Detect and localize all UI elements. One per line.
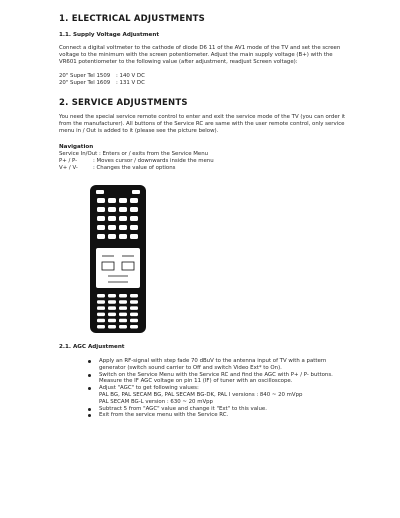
list-item-text: Switch on the Service Menu with the Service RC and find the AGC with P+ / P- buttons. Measure the IF AGC voltage on pin 11 (IF) of tuner with an oscilloscope.: [99, 371, 333, 385]
remote-button: [130, 325, 138, 329]
remote-button: [108, 313, 116, 317]
remote-button: [119, 319, 127, 323]
supply-voltage-row: [59, 80, 145, 87]
remote-button: [119, 306, 127, 310]
remote-button: [119, 234, 127, 239]
remote-button: [97, 225, 105, 230]
remote-button: [119, 198, 127, 203]
service-adjust-paragraph: You need the special service remote control to enter and exit the service mode of the TV (you can order it from the manufacturer). All buttons of the Service RC are same with the user remote control, only service menu in / Out is added to it (please see the picture below).: [59, 114, 346, 134]
remote-button: [108, 216, 116, 221]
remote-button: [108, 325, 116, 329]
remote-button: [130, 225, 138, 230]
remote-button: [119, 207, 127, 212]
remote-button: [119, 325, 127, 329]
list-item: [88, 412, 350, 419]
remote-button: [108, 319, 116, 323]
nav-key: V+ / V-: [59, 165, 78, 171]
remote-button: [130, 306, 138, 310]
remote-button: [108, 198, 116, 203]
navigation-heading: Navigation: [59, 144, 94, 150]
remote-button: [119, 300, 127, 304]
remote-button: [108, 207, 116, 212]
supply-voltage-table: [59, 73, 145, 87]
navigation-row: [59, 158, 214, 165]
remote-button: [108, 225, 116, 230]
section-1-heading: 1. ELECTRICAL ADJUSTMENTS: [59, 14, 205, 24]
remote-button: [119, 313, 127, 317]
navigation-intro: Service In/Out : Enters or / exits from the Service Menu: [59, 151, 209, 157]
remote-button: [97, 306, 105, 310]
navigation-row: [59, 165, 214, 172]
remote-button: [97, 198, 105, 203]
nav-description: : Moves cursor / downwards inside the menu: [93, 158, 214, 164]
remote-button: [130, 300, 138, 304]
list-item: [88, 406, 350, 413]
list-item-subline: PAL BG, PAL SECAM BG, PAL SECAM BG-DK, PAL I versions : 840 ~ 20 mVpp: [99, 391, 303, 398]
remote-button: [97, 234, 105, 239]
remote-button: [130, 313, 138, 317]
list-item-text: Subtract 5 from "AGC" value and change it "Ext" to this value.: [99, 405, 267, 412]
list-item: [88, 372, 350, 386]
list-item: [88, 385, 350, 405]
navigation-table: [59, 158, 214, 172]
bullet-icon: [88, 374, 91, 377]
list-item-subline: PAL SECAM BG-L version : 630 ~ 20 mVpp: [99, 398, 213, 405]
remote-button: [96, 190, 104, 194]
bullet-icon: [88, 414, 91, 417]
list-item-text: Exit from the service menu with the Service RC.: [99, 412, 229, 419]
remote-button: [97, 325, 105, 329]
remote-button: [97, 207, 105, 212]
nav-description: : Changes the value of options: [93, 165, 176, 171]
remote-button: [108, 300, 116, 304]
remote-button: [108, 306, 116, 310]
remote-button: [119, 294, 127, 298]
remote-button: [97, 300, 105, 304]
remote-button: [97, 216, 105, 221]
service-remote-illustration: [88, 184, 148, 334]
bullet-icon: [88, 360, 91, 363]
remote-button: [97, 313, 105, 317]
remote-button: [130, 207, 138, 212]
remote-button: [97, 294, 105, 298]
voltage-value: : 140 V DC: [116, 73, 145, 79]
remote-button: [130, 234, 138, 239]
nav-key: P+ / P-: [59, 158, 78, 164]
agc-steps-list: [88, 358, 350, 419]
list-item-text: Apply an RF-signal with step fade 70 dBuV to the antenna input of TV with a pattern generator (switch sound carrier to Off and switch Video Ext* to On).: [99, 358, 327, 371]
remote-button: [108, 294, 116, 298]
remote-button: [97, 319, 105, 323]
list-item-text: Adjust "AGC" to get following values:: [99, 385, 199, 392]
bullet-icon: [88, 387, 91, 390]
voltage-value: : 131 V DC: [116, 80, 145, 86]
section-1-1-heading: 1.1. Supply Voltage Adjustment: [59, 32, 160, 38]
remote-button: [130, 198, 138, 203]
remote-button: [130, 216, 138, 221]
remote-button: [132, 190, 140, 194]
list-item: [88, 358, 350, 372]
supply-voltage-paragraph: Connect a digital voltmeter to the cathode of diode D6 11 of the AV1 mode of the TV and set the screen voltage to the minimum with the screen potentiometer. Adjust the main supply voltage (B+) with the VR601 potentiometer to the following value (after adjustment, readjust Screen voltage):: [59, 45, 341, 65]
model-name: 20" Super Tel 1509: [59, 73, 111, 79]
remote-button: [130, 294, 138, 298]
remote-button: [119, 225, 127, 230]
model-name: 20" Super Tel 1609: [59, 80, 111, 86]
section-2-1-heading: 2.1. AGC Adjustment: [59, 344, 125, 350]
supply-voltage-row: [59, 73, 145, 80]
bullet-icon: [88, 408, 91, 411]
remote-button: [108, 234, 116, 239]
section-2-heading: 2. SERVICE ADJUSTMENTS: [59, 98, 188, 108]
remote-button: [130, 319, 138, 323]
remote-button: [119, 216, 127, 221]
